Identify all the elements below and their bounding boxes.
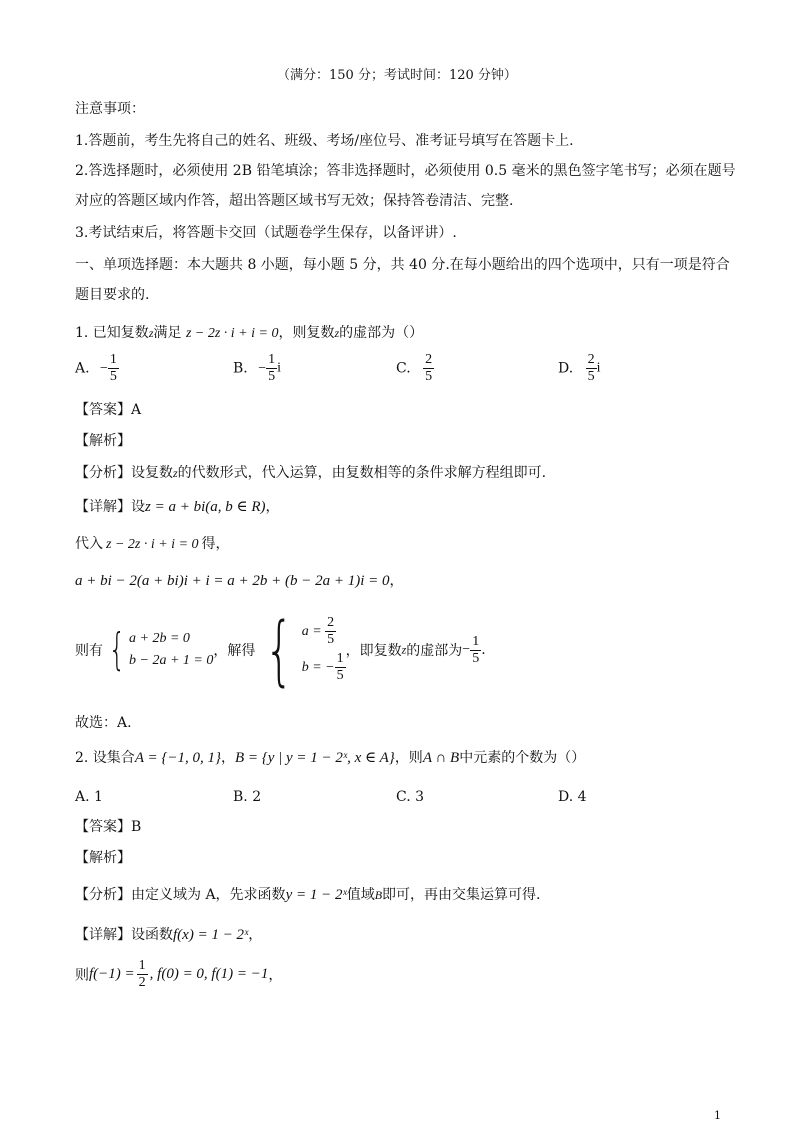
q1-option-c [396, 352, 434, 385]
q1-var: z [148, 326, 154, 340]
option-letter: D. [558, 360, 574, 377]
option-fraction: $\frac{1}{5}$ [268, 352, 276, 384]
q1-choose: 故选：A. [75, 715, 132, 731]
q1-equation: z − 2z · i + i = 0 [185, 326, 279, 341]
page-number: 1 [714, 1109, 721, 1122]
note-item-2: 2.答选择题时，必须使用 2B 铅笔填涂；答非选择题时，必须使用 0.5 毫米的黑色签字笔书写；必须在题号 [75, 163, 736, 179]
q2-then: 则f(−1) = $\frac{1}{2}$ , f(0) = 0, f(1) = −1， [75, 958, 283, 990]
q1-detail: 【详解】设z = a + bi(a, b ∈ R)， [75, 499, 280, 515]
q2-fenxi: 【分析】由定义域为 A，先求函数y = 1 − 2ˣ值域B即可，再由交集运算可得. [75, 887, 541, 903]
exam-info: （满分：150 分；考试时间：120 分钟） [277, 68, 517, 83]
q1-suffix-2: 的虚部为（） [339, 325, 424, 341]
q1-prefix: 1. 已知复数 [75, 325, 149, 341]
equation-system-2: a = $\frac{2}{5}$ b = − $\frac{1}{5}$ [301, 615, 344, 684]
q1-fenxi: 【分析】设复数z的代数形式，代入运算，由复数相等的条件求解方程组即可. [75, 465, 547, 481]
option-letter: C. [396, 360, 411, 377]
q1-analysis-tag: 【解析】 [75, 433, 131, 449]
question-1 [75, 324, 423, 343]
equation-system-1: a + 2b = 0 b − 2a + 1 = 0 [129, 631, 214, 668]
answer-tag: 【答案】 [75, 402, 131, 418]
note-item-2-cont: 对应的答题区域内作答，超出答题区域书写无效；保持答卷清洁、完整. [75, 193, 514, 209]
q2-option-a: A. 1 [75, 789, 103, 805]
q1-option-a: A. − $\frac{1}{5}$ [75, 352, 117, 384]
section-heading: 一、单项选择题：本大题共 8 小题，每小题 5 分，共 40 分.在每小题给出的四个选项中，只有一项是符合 [75, 257, 730, 273]
note-item-3: 3.考试结束后，将答题卡交回（试题卷学生保存，以备评讲）. [75, 225, 457, 241]
q2-analysis-tag: 【解析】 [75, 850, 131, 866]
q1-var-2: z [334, 326, 340, 340]
note-item-1: 1.答题前，考生先将自己的姓名、班级、考场/座位号、准考证号填写在答题卡上. [75, 133, 574, 149]
q2-option-d: D. 4 [558, 789, 587, 805]
q1-option-b: B. − $\frac{1}{5}$ i [233, 352, 281, 384]
q2-option-c: C. 3 [396, 789, 425, 805]
q1-mid: 满足 [153, 325, 182, 341]
option-fraction: $\frac{1}{5}$ [109, 352, 117, 384]
q1-substitute: 代入 z − 2z · i + i = 0 得， [75, 536, 230, 552]
q2-option-b: B. 2 [233, 789, 262, 805]
q1-suffix: ，则复数 [278, 325, 335, 341]
section-heading-cont: 题目要求的. [75, 287, 150, 303]
notes-title: 注意事项： [75, 101, 145, 117]
question-2: 2. 设集合A = {−1, 0, 1}，B = {y | y = 1 − 2ˣ, x ∈ A}，则A ∩ B中元素的个数为（） [75, 750, 586, 766]
q2-answer: 【答案】B [75, 819, 142, 835]
q1-answer [75, 401, 141, 419]
answer-value: A [131, 402, 142, 418]
q1-option-d: D. $\frac{2}{5}$ i [558, 352, 601, 384]
option-fraction: $\frac{2}{5}$ [425, 352, 433, 384]
option-letter: A. [75, 360, 90, 377]
option-fraction: $\frac{2}{5}$ [587, 352, 595, 384]
q2-detail: 【详解】设函数f(x) = 1 − 2ˣ， [75, 927, 263, 943]
q1-system-line: 则有 { a + 2b = 0 b − 2a + 1 = 0 ，解得 { a = $\frac{2}{5}$ b = − $\frac{1}{5}$ ，即复数z的虚部为− $\frac{1}{5}$ . [75, 605, 486, 694]
option-letter: B. [233, 360, 248, 377]
q1-expansion: a + bi − 2(a + bi)i + i = a + 2b + (b − 2a + 1)i = 0， [75, 573, 404, 589]
